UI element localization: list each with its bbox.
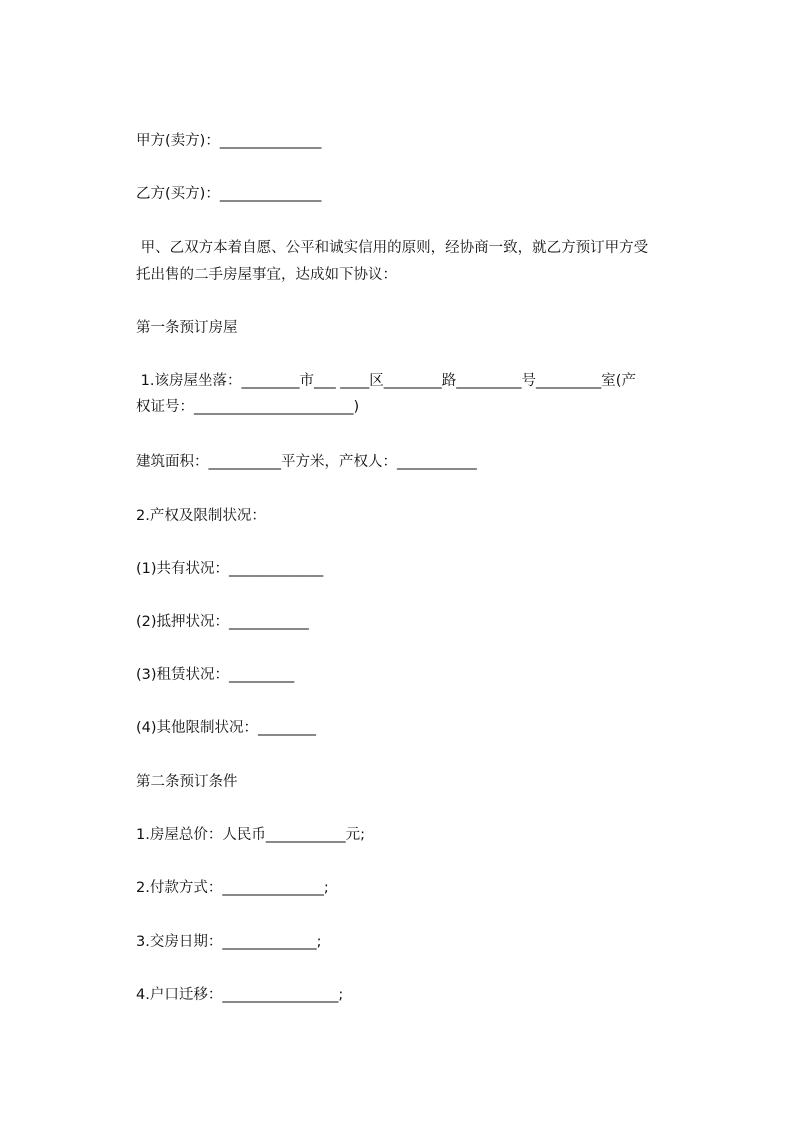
co-ownership-status: (1)共有状况：_____________ [136,561,324,577]
party-a-line: 甲方(卖方)：______________ [136,133,322,149]
item-2-title: 2.产权及限制状况： [136,508,266,524]
intro-paragraph-line-2: 托出售的二手房屋事宜，达成如下协议： [136,267,397,283]
item-1-location-line-1: 1.该房屋坐落：________市___ ____区________路_________号_________室(产 [136,373,636,389]
intro-paragraph-line-1: 甲、乙双方本着自愿、公平和诚实信用的原则，经协商一致，就乙方预订甲方受 [136,240,649,256]
area-owner-line: 建筑面积：__________平方米，产权人：___________ [136,454,477,470]
household-transfer-line: 4.户口迁移：________________; [136,987,344,1003]
delivery-date-line: 3.交房日期：_____________; [136,934,322,950]
lease-status: (3)租赁状况：_________ [136,667,295,683]
article-1-title: 第一条预订房屋 [136,320,238,336]
party-b-line: 乙方(买方)：______________ [136,186,322,202]
total-price-line: 1.房屋总价：人民币___________元; [136,827,365,843]
item-1-location-line-2: 权证号：______________________) [136,399,360,415]
payment-method-line: 2.付款方式：______________; [136,880,329,896]
mortgage-status: (2)抵押状况：___________ [136,614,309,630]
other-restriction-status: (4)其他限制状况：________ [136,720,317,736]
article-2-title: 第二条预订条件 [136,774,238,790]
